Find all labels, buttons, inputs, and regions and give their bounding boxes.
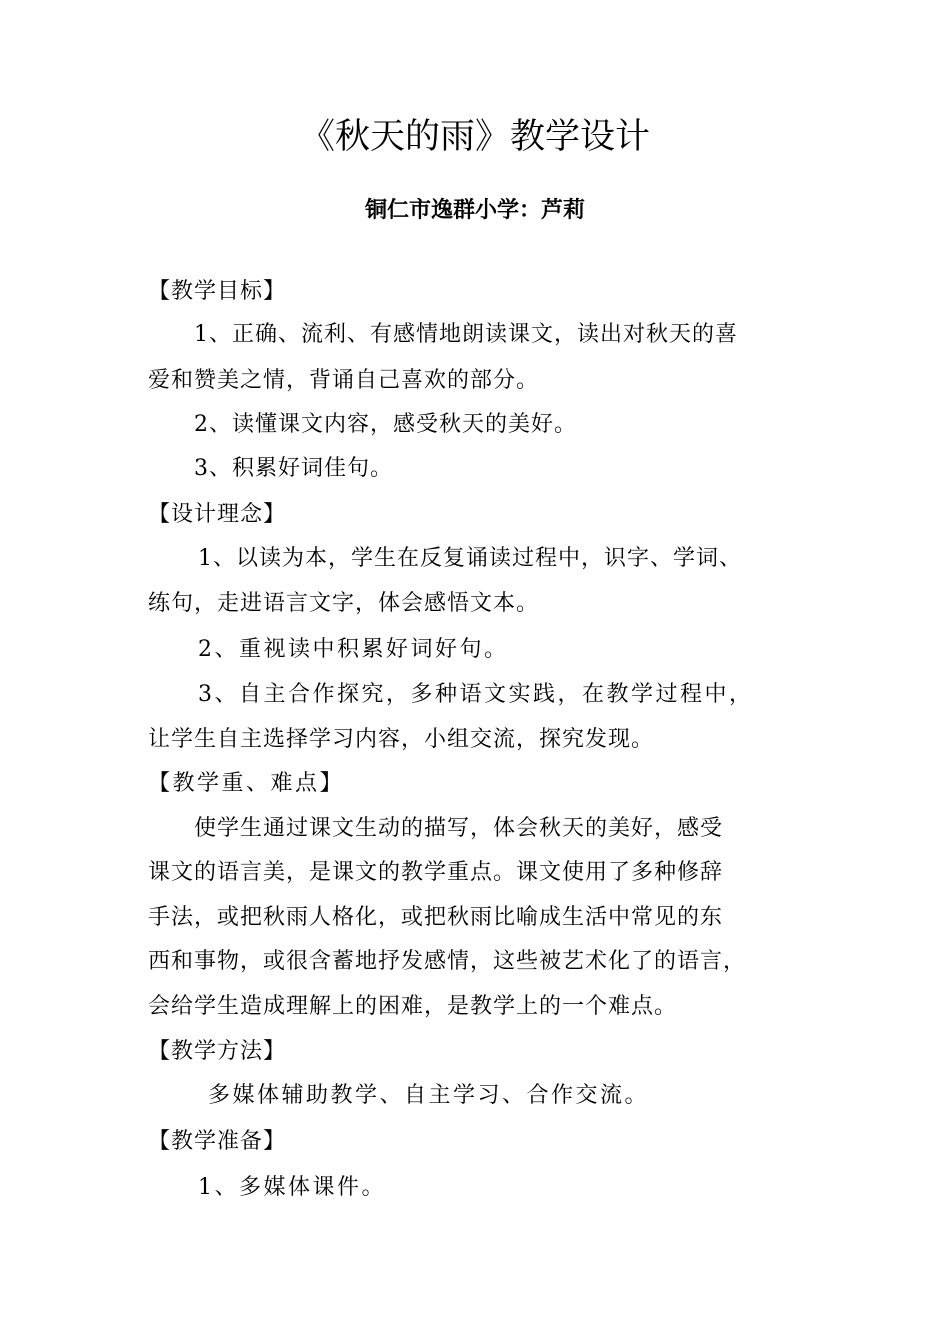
keypoints-line-3: 手法，或把秋雨人格化，或把秋雨比喻成生活中常见的东 — [148, 905, 724, 930]
keypoints-line-2: 课文的语言美，是课文的教学重点。课文使用了多种修辞 — [148, 860, 724, 885]
preparation-line-1: 1、多媒体课件。 — [198, 1175, 386, 1200]
section-heading-methods: 【教学方法】 — [148, 1039, 287, 1064]
section-heading-keypoints: 【教学重、难点】 — [148, 771, 345, 796]
section-heading-concept: 【设计理念】 — [148, 502, 287, 527]
document-author: 铜仁市逸群小学：芦莉 — [364, 198, 585, 223]
concept-line-4: 3、自主合作探究，多种语文实践，在教学过程中， — [198, 682, 754, 707]
methods-line-1: 多媒体辅助教学、自主学习、合作交流。 — [208, 1083, 650, 1108]
goals-line-4: 3、积累好词佳句。 — [194, 456, 393, 481]
document-title: 《秋天的雨》教学设计 — [299, 117, 650, 157]
concept-line-5: 让学生自主选择学习内容，小组交流，探究发现。 — [148, 727, 655, 752]
concept-line-3: 2、重视读中积累好词好句。 — [198, 637, 509, 662]
keypoints-line-4: 西和事物，或很含蓄地抒发感情，这些被艺术化了的语言， — [148, 949, 747, 974]
section-heading-preparation: 【教学准备】 — [148, 1129, 287, 1154]
concept-line-1: 1、以读为本，学生在反复诵读过程中，识字、学词、 — [198, 546, 742, 571]
keypoints-line-5: 会给学生造成理解上的困难，是教学上的一个难点。 — [148, 994, 678, 1019]
goals-line-2: 爱和赞美之情，背诵自己喜欢的部分。 — [148, 368, 540, 393]
keypoints-line-1: 使学生通过课文生动的描写，体会秋天的美好，感受 — [194, 816, 724, 841]
goals-line-1: 1、正确、流利、有感情地朗读课文，读出对秋天的喜 — [194, 322, 738, 347]
concept-line-2: 练句，走进语言文字，体会感悟文本。 — [148, 591, 540, 616]
goals-line-3: 2、读懂课文内容，感受秋天的美好。 — [194, 412, 577, 437]
section-heading-goals: 【教学目标】 — [148, 279, 287, 304]
